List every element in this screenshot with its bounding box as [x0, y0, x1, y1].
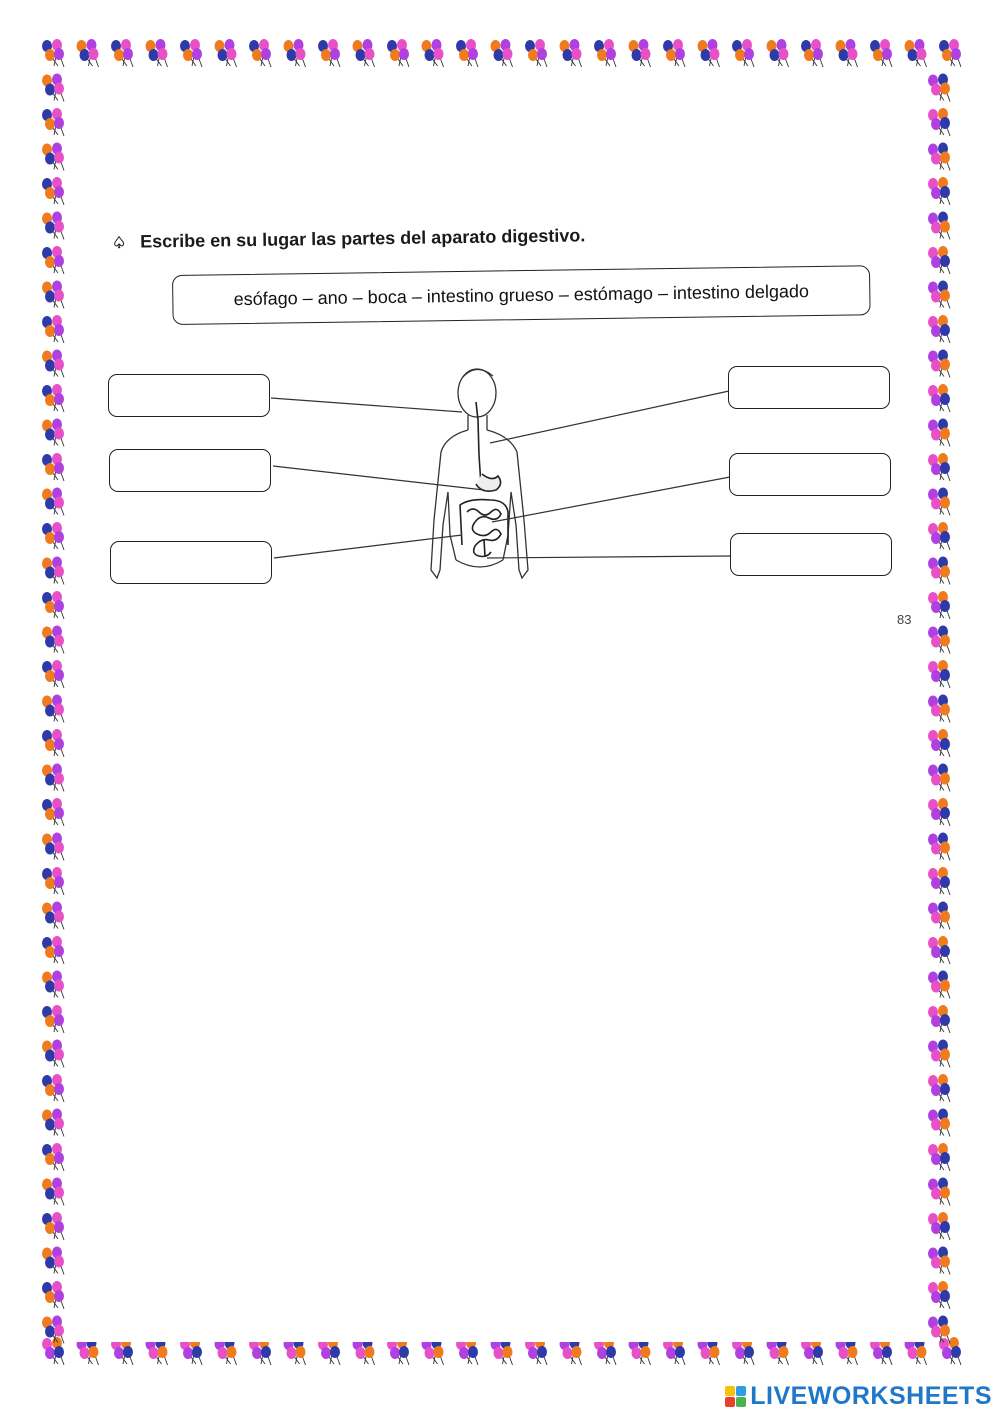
- balloon-icon: [180, 39, 202, 67]
- balloon-icon: [42, 143, 64, 171]
- balloon-icon: [928, 522, 950, 550]
- balloon-icon: [42, 384, 64, 412]
- balloon-icon: [928, 729, 950, 757]
- logo-icon: [725, 1386, 746, 1407]
- balloon-icon: [284, 39, 306, 67]
- balloon-icon: [928, 350, 950, 378]
- balloon-icon: [146, 39, 168, 67]
- balloon-icon: [801, 39, 823, 67]
- balloon-icon: [560, 39, 582, 67]
- balloon-icon: [42, 74, 64, 102]
- balloon-icon: [249, 39, 271, 67]
- word-bank: [172, 265, 871, 325]
- balloon-icon: [767, 39, 789, 67]
- answer-box-right-2[interactable]: [729, 453, 891, 496]
- balloon-icon: [42, 281, 64, 309]
- balloon-icon: [928, 246, 950, 274]
- balloon-icon: [928, 1109, 950, 1137]
- balloon-icon: [928, 591, 950, 619]
- balloon-icon: [928, 177, 950, 205]
- balloon-icon: [928, 315, 950, 343]
- balloon-icon: [525, 39, 547, 67]
- brand-name: LIVEWORKSHEETS: [750, 1381, 992, 1410]
- balloon-icon: [42, 729, 64, 757]
- balloon-icon: [42, 419, 64, 447]
- balloon-icon: [928, 1074, 950, 1102]
- balloon-icon: [928, 626, 950, 654]
- balloon-icon: [42, 660, 64, 688]
- balloon-icon: [928, 419, 950, 447]
- balloon-icon: [42, 626, 64, 654]
- instruction-text: Escribe en su lugar las partes del aparato digestivo.: [139, 225, 586, 252]
- balloon-icon: [928, 281, 950, 309]
- balloon-icon: [318, 39, 340, 67]
- balloon-icon: [491, 39, 513, 67]
- balloon-icon: [42, 212, 64, 240]
- balloon-icon: [928, 488, 950, 516]
- balloon-icon: [928, 936, 950, 964]
- balloon-icon: [928, 1212, 950, 1240]
- balloon-icon: [42, 1247, 64, 1275]
- balloon-icon: [42, 453, 64, 481]
- balloon-icon: [42, 488, 64, 516]
- balloon-icon: [594, 39, 616, 67]
- balloon-icon: [42, 1212, 64, 1240]
- balloon-icon: [928, 1040, 950, 1068]
- balloon-icon: [353, 39, 375, 67]
- balloon-icon: [42, 695, 64, 723]
- balloon-icon: [928, 143, 950, 171]
- balloon-icon: [939, 1337, 961, 1365]
- balloon-icon: [42, 315, 64, 343]
- balloon-icon: [928, 798, 950, 826]
- balloon-icon: [928, 1247, 950, 1275]
- balloon-icon: [928, 695, 950, 723]
- balloon-icon: [928, 1281, 950, 1309]
- balloon-icon: [42, 867, 64, 895]
- balloon-icon: [928, 1143, 950, 1171]
- balloon-icon: [42, 1005, 64, 1033]
- balloon-icon: [42, 177, 64, 205]
- balloon-icon: [42, 1074, 64, 1102]
- balloon-icon: [42, 936, 64, 964]
- balloon-icon: [42, 350, 64, 378]
- page-number: 83: [897, 612, 912, 627]
- balloon-icon: [939, 39, 961, 67]
- balloon-icon: [42, 1109, 64, 1137]
- balloon-icon: [732, 39, 754, 67]
- answer-box-left-2[interactable]: [109, 449, 271, 492]
- balloon-icon: [928, 764, 950, 792]
- balloon-icon: [42, 1040, 64, 1068]
- balloon-icon: [42, 798, 64, 826]
- balloon-icon: [215, 39, 237, 67]
- balloon-icon: [456, 39, 478, 67]
- balloon-icon: [870, 39, 892, 67]
- answer-box-left-3[interactable]: [110, 541, 272, 584]
- balloon-icon: [42, 1143, 64, 1171]
- balloon-icon: [42, 833, 64, 861]
- balloon-icon: [928, 212, 950, 240]
- balloon-icon: [111, 39, 133, 67]
- balloon-icon: [387, 39, 409, 67]
- balloon-icon: [42, 557, 64, 585]
- balloon-icon: [42, 39, 64, 67]
- liveworksheets-logo[interactable]: [725, 1383, 992, 1409]
- worksheet-page: [72, 72, 924, 1342]
- balloon-icon: [77, 39, 99, 67]
- task-number-icon: ♤: [111, 234, 127, 252]
- balloon-icon: [928, 867, 950, 895]
- balloon-icon: [836, 39, 858, 67]
- word-bank-text: esófago – ano – boca – intestino grueso – estómago – intestino delgado: [233, 280, 810, 309]
- balloon-icon: [42, 246, 64, 274]
- balloon-icon: [42, 1337, 64, 1365]
- balloon-icon: [663, 39, 685, 67]
- balloon-icon: [422, 39, 444, 67]
- balloon-icon: [928, 74, 950, 102]
- balloon-icon: [928, 971, 950, 999]
- answer-box-right-1[interactable]: [728, 366, 890, 409]
- balloon-icon: [42, 902, 64, 930]
- balloon-icon: [928, 660, 950, 688]
- balloon-icon: [42, 971, 64, 999]
- balloon-icon: [629, 39, 651, 67]
- balloon-icon: [928, 453, 950, 481]
- balloon-icon: [928, 557, 950, 585]
- balloon-icon: [42, 522, 64, 550]
- balloon-icon: [928, 1005, 950, 1033]
- balloon-icon: [42, 764, 64, 792]
- balloon-icon: [42, 1178, 64, 1206]
- balloon-icon: [698, 39, 720, 67]
- balloon-icon: [928, 384, 950, 412]
- answer-box-right-3[interactable]: [730, 533, 892, 576]
- balloon-icon: [928, 108, 950, 136]
- balloon-icon: [928, 902, 950, 930]
- balloon-icon: [42, 591, 64, 619]
- balloon-icon: [905, 39, 927, 67]
- balloon-icon: [42, 1281, 64, 1309]
- answer-box-left-1[interactable]: [108, 374, 270, 417]
- balloon-icon: [42, 108, 64, 136]
- balloon-icon: [928, 833, 950, 861]
- balloon-icon: [928, 1178, 950, 1206]
